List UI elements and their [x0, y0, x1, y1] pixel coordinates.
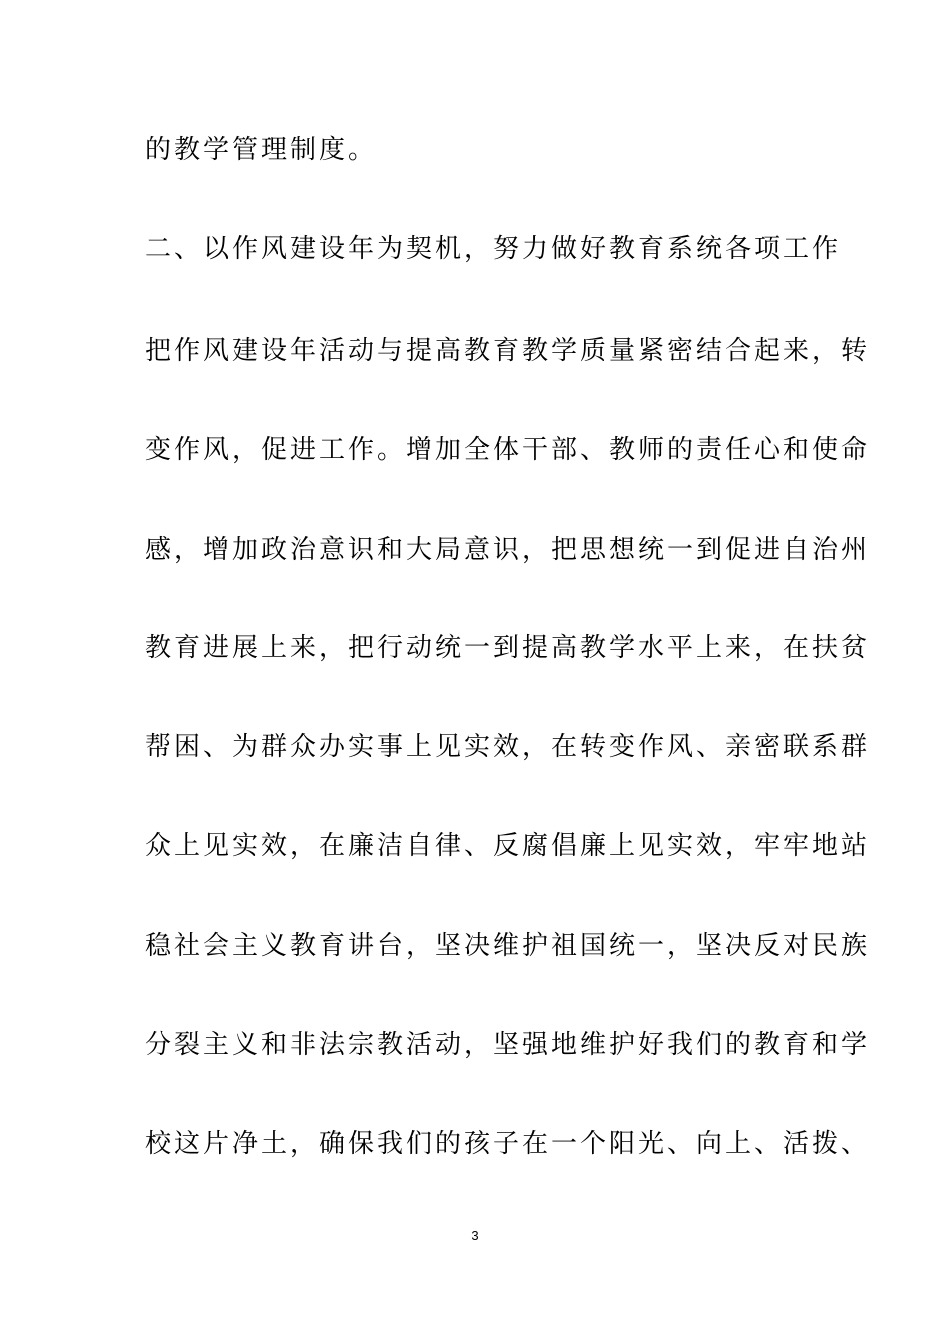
text-line-8: 众上见实效，在廉洁自律、反腐倡廉上见实效，牢牢地站: [145, 831, 871, 861]
text-line-11: 校这片净土，确保我们的孩子在一个阳光、向上、活拨、: [145, 1129, 871, 1159]
text-line-10: 分裂主义和非法宗教活动，坚强地维护好我们的教育和学: [145, 1030, 871, 1060]
text-line-5: 感，增加政治意识和大局意识，把思想统一到促进自治州: [145, 535, 871, 565]
text-line-6: 教育进展上来，把行动统一到提高教学水平上来，在扶贫: [145, 633, 871, 663]
section-heading: 二、以作风建设年为契机，努力做好教育系统各项工作: [145, 234, 842, 264]
text-line-7: 帮困、为群众办实事上见实效，在转变作风、亲密联系群: [145, 732, 871, 762]
text-line-1: 的教学管理制度。: [145, 135, 378, 165]
text-line-4: 变作风，促进工作。增加全体干部、教师的责任心和使命: [145, 435, 871, 465]
text-line-9: 稳社会主义教育讲台，坚决维护祖国统一，坚决反对民族: [145, 931, 871, 961]
text-line-3: 把作风建设年活动与提高教育教学质量紧密结合起来，转: [145, 336, 871, 366]
page-number: 3: [471, 1228, 479, 1243]
